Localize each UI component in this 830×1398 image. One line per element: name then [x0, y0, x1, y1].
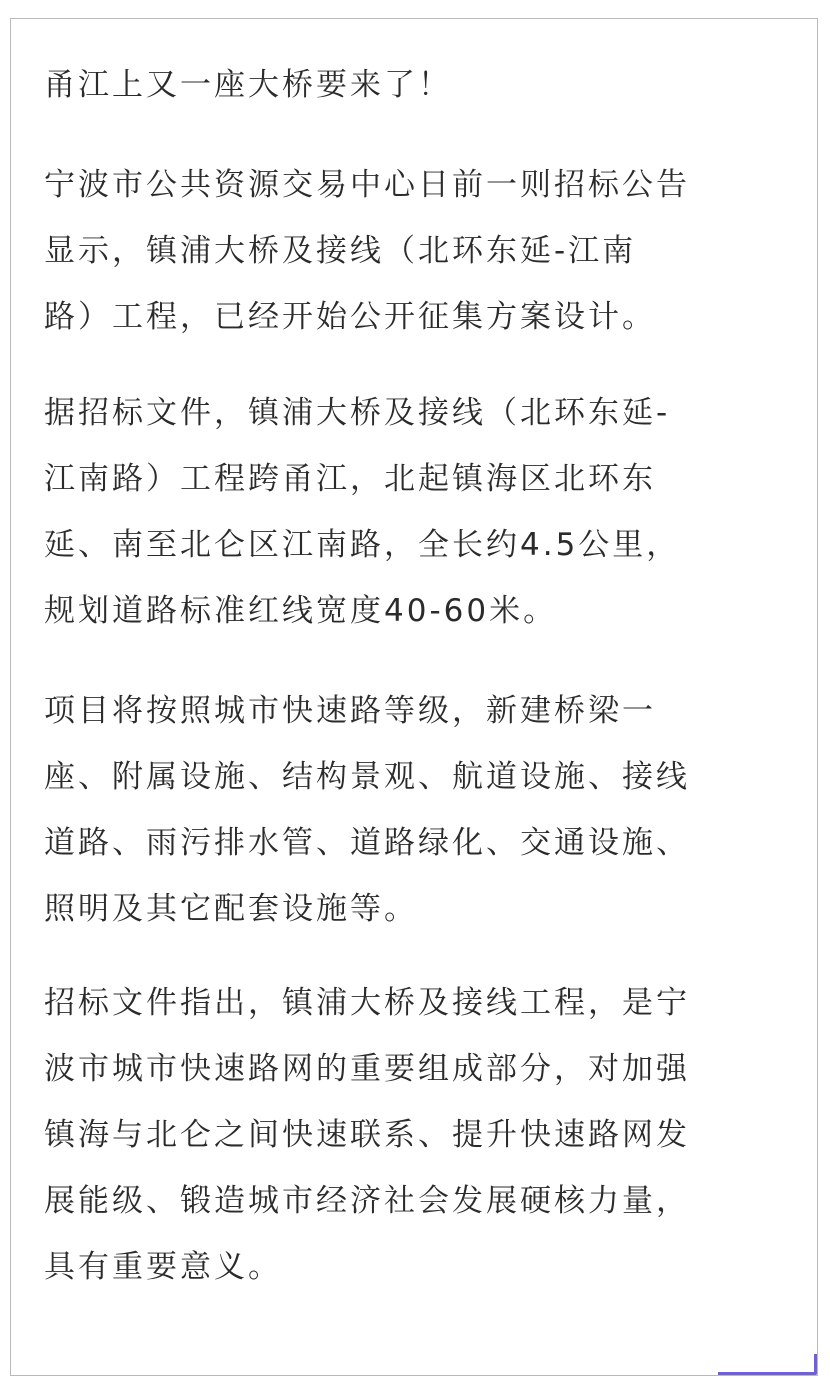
- corner-accent-mark: [718, 1354, 817, 1375]
- paragraph-line: 波市城市快速路网的重要组成部分，对加强: [44, 1051, 690, 1087]
- paragraph-line: 道路、雨污排水管、道路绿化、交通设施、: [44, 825, 690, 861]
- paragraph-line: 展能级、锻造城市经济社会发展硬核力量，: [44, 1183, 690, 1219]
- paragraph-line: 镇海与北仑之间快速联系、提升快速路网发: [44, 1117, 690, 1153]
- paragraph-line: 具有重要意义。: [44, 1249, 282, 1285]
- paragraph-line: 招标文件指出，镇浦大桥及接线工程，是宁: [44, 985, 690, 1021]
- paragraph-project-scope: [44, 678, 804, 942]
- paragraph-line: 项目将按照城市快速路等级，新建桥梁一: [44, 693, 656, 729]
- paragraph-line: 宁波市公共资源交易中心日前一则招标公告: [44, 167, 690, 203]
- headline-line: 甬江上又一座大桥要来了！: [44, 67, 452, 103]
- paragraph-line: 江南路）工程跨甬江，北起镇海区北环东: [44, 461, 656, 497]
- paragraph-line: 显示，镇浦大桥及接线（北环东延-江南: [44, 233, 637, 269]
- article-headline: [44, 52, 804, 118]
- paragraph-route-details: [44, 380, 804, 644]
- paragraph-line: 规划道路标准红线宽度40-60米。: [44, 593, 558, 629]
- paragraph-tender-notice: [44, 152, 804, 350]
- paragraph-line: 路）工程，已经开始公开征集方案设计。: [44, 299, 656, 335]
- paragraph-line: 照明及其它配套设施等。: [44, 891, 418, 927]
- paragraph-line: 座、附属设施、结构景观、航道设施、接线: [44, 759, 690, 795]
- paragraph-significance: [44, 970, 804, 1300]
- paragraph-line: 据招标文件，镇浦大桥及接线（北环东延-: [44, 395, 671, 431]
- paragraph-line: 延、南至北仑区江南路，全长约4.5公里，: [44, 527, 681, 563]
